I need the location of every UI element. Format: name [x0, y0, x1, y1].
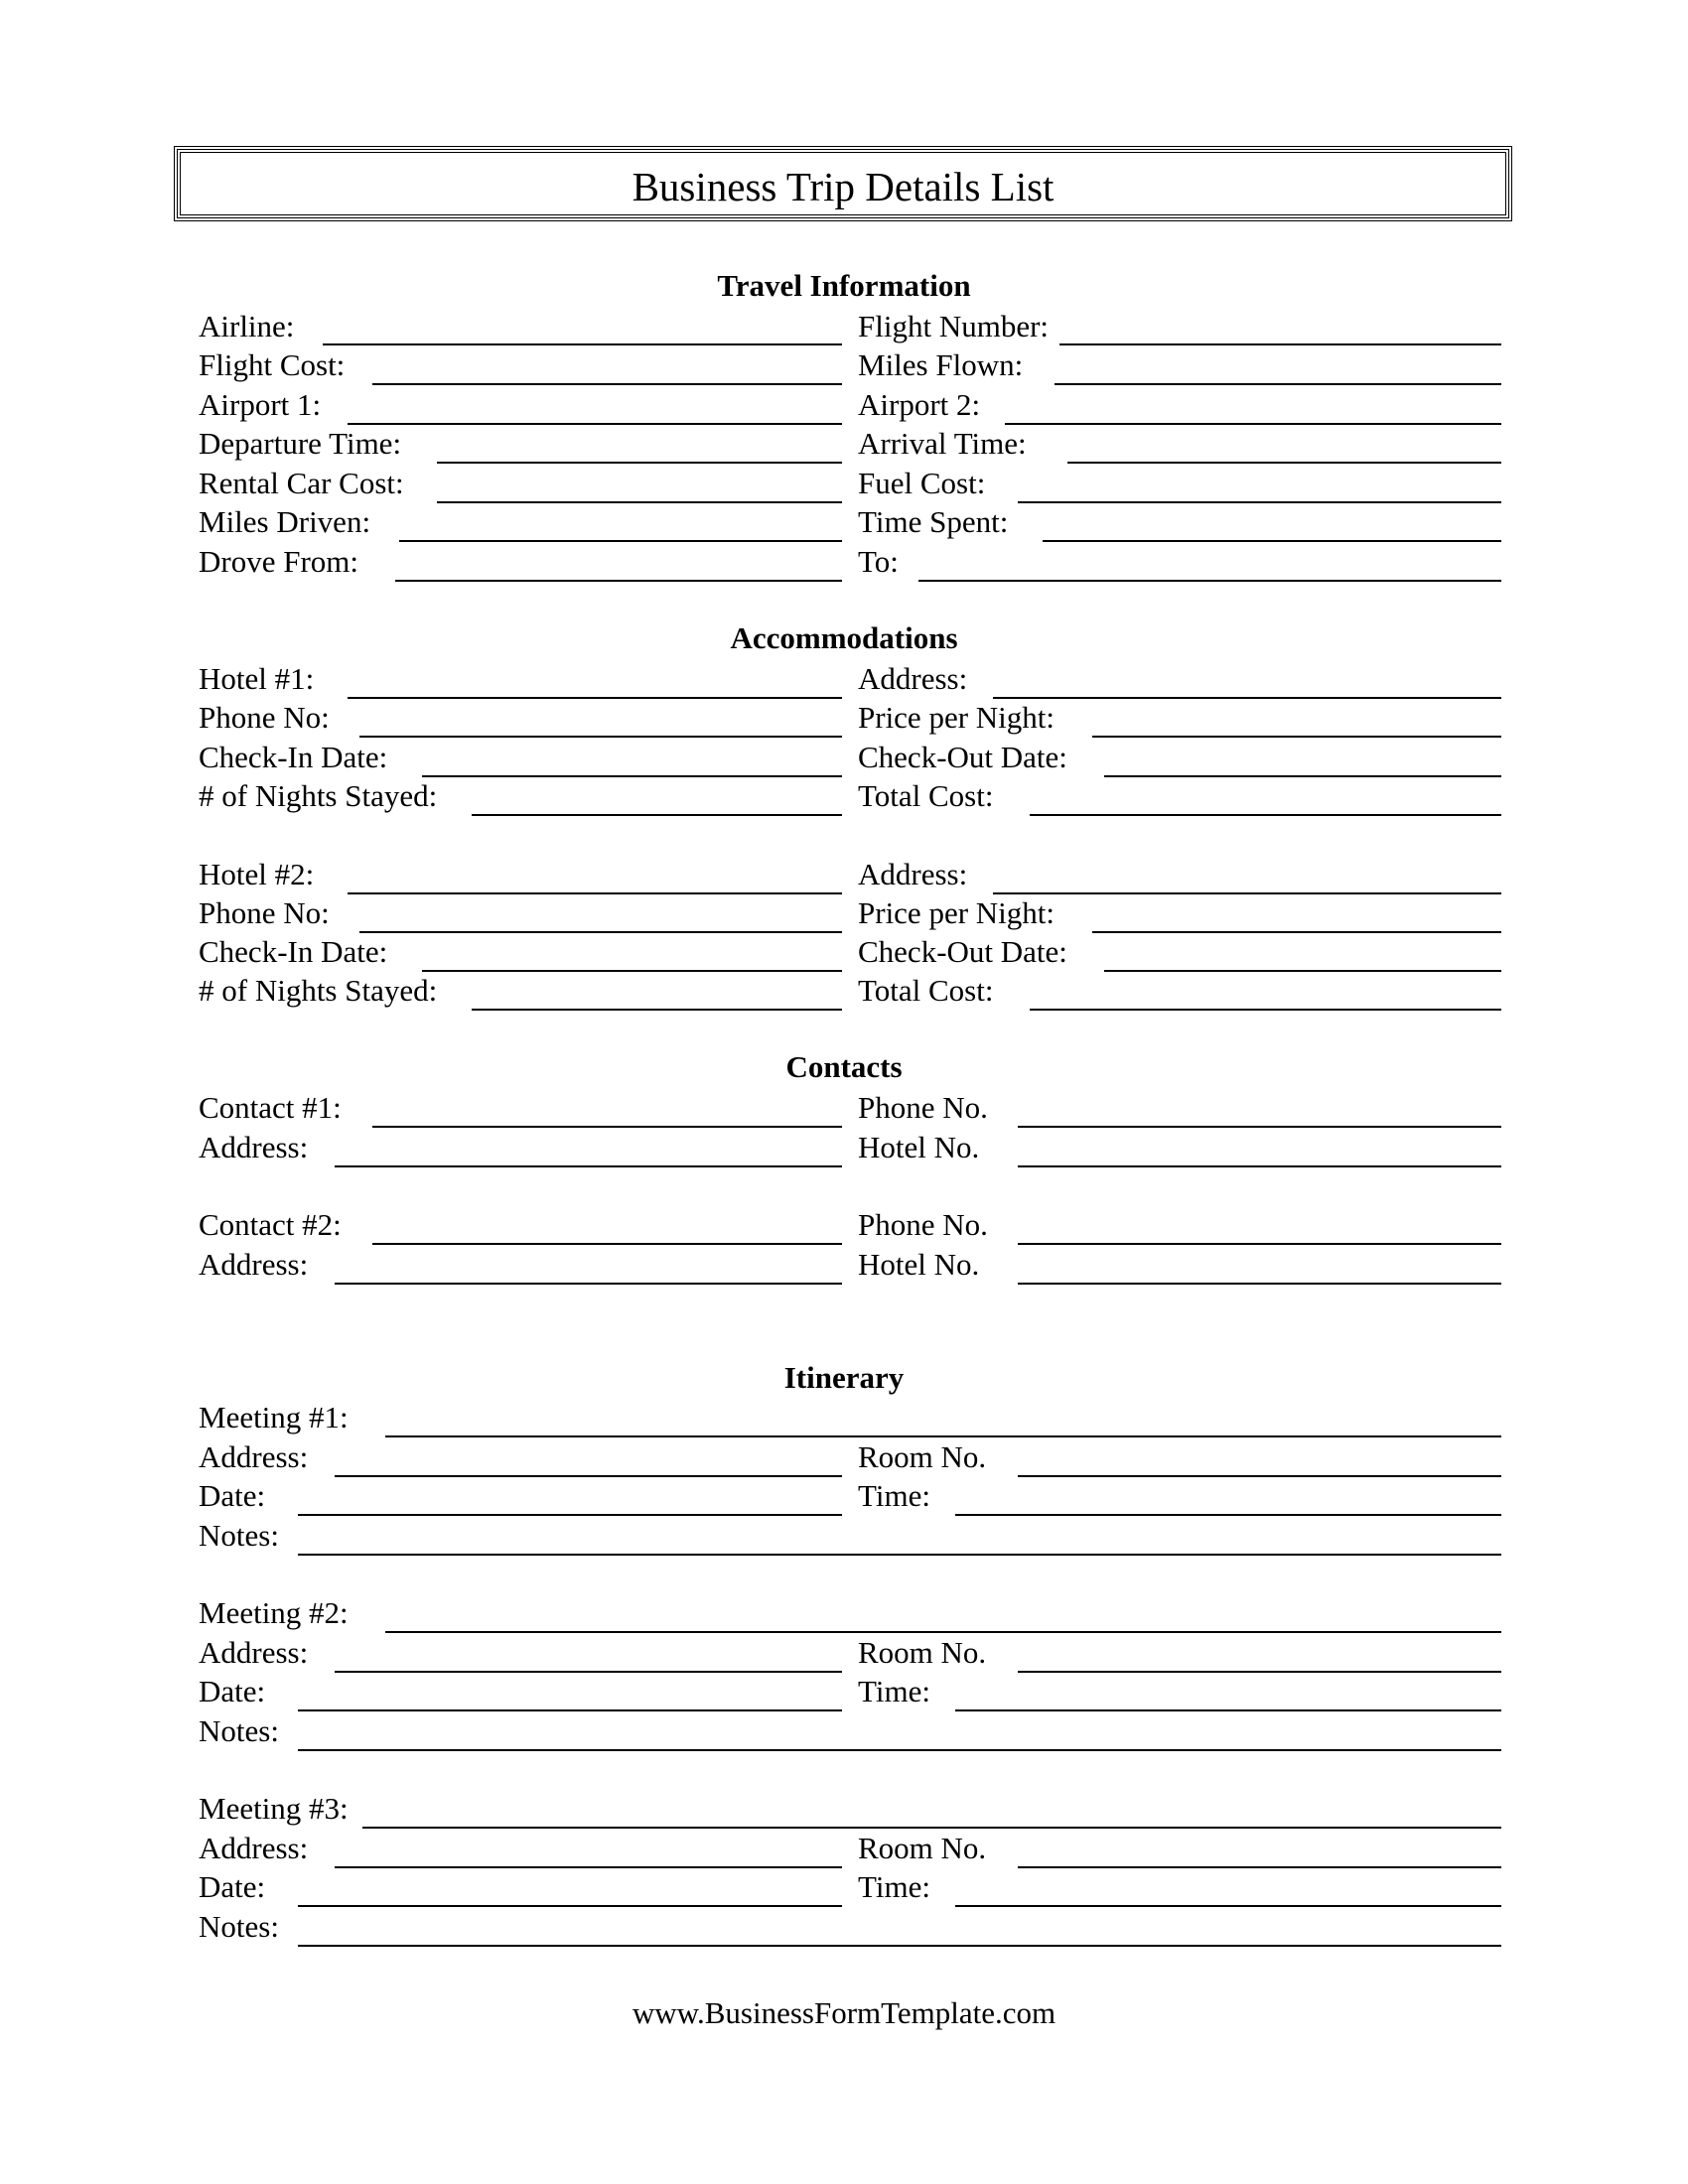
contact1-address-field[interactable]: [335, 1165, 842, 1167]
meeting1-time-field[interactable]: [955, 1514, 1501, 1516]
contact1-address-label: Address:: [199, 1130, 309, 1164]
meeting1-field[interactable]: [385, 1435, 1501, 1437]
title-box: [177, 149, 1509, 218]
contact1-hotel-label: Hotel No.: [858, 1130, 980, 1164]
meeting1-date-field[interactable]: [298, 1514, 842, 1516]
hotel2-nights-field[interactable]: [472, 1009, 842, 1011]
time-spent-field[interactable]: [1043, 540, 1501, 542]
hotel1-price-label: Price per Night:: [858, 700, 1055, 735]
contact2-address-field[interactable]: [335, 1283, 842, 1285]
meeting2-date-field[interactable]: [298, 1709, 842, 1711]
meeting3-date-field[interactable]: [298, 1905, 842, 1907]
hotel2-checkin-field[interactable]: [422, 970, 842, 972]
meeting2-notes-label: Notes:: [199, 1713, 279, 1748]
meeting2-room-field[interactable]: [1018, 1671, 1501, 1673]
rental-car-cost-field[interactable]: [437, 501, 842, 503]
meeting3-notes-field[interactable]: [298, 1945, 1501, 1947]
meeting1-address-label: Address:: [199, 1439, 309, 1474]
meeting3-date-label: Date:: [199, 1869, 266, 1904]
miles-driven-label: Miles Driven:: [199, 504, 371, 539]
hotel2-phone-label: Phone No:: [199, 895, 330, 930]
meeting3-field[interactable]: [362, 1827, 1501, 1829]
hotel1-label: Hotel #1:: [199, 661, 315, 696]
time-spent-label: Time Spent:: [858, 504, 1009, 539]
meeting3-room-label: Room No.: [858, 1831, 987, 1865]
airport2-field[interactable]: [1005, 423, 1501, 425]
contact2-hotel-label: Hotel No.: [858, 1247, 980, 1282]
hotel1-nights-label: # of Nights Stayed:: [199, 778, 438, 813]
meeting3-address-field[interactable]: [335, 1866, 842, 1868]
meeting2-field[interactable]: [385, 1631, 1501, 1633]
flight-cost-label: Flight Cost:: [199, 347, 346, 382]
rental-car-cost-label: Rental Car Cost:: [199, 466, 404, 500]
departure-time-label: Departure Time:: [199, 426, 402, 461]
section-itinerary-heading: Itinerary: [783, 1360, 905, 1395]
hotel1-address-label: Address:: [858, 661, 968, 696]
contact2-phone-field[interactable]: [1018, 1243, 1501, 1245]
drove-from-label: Drove From:: [199, 544, 359, 579]
meeting1-room-label: Room No.: [858, 1439, 987, 1474]
hotel2-total-label: Total Cost:: [858, 973, 994, 1008]
hotel2-checkout-field[interactable]: [1104, 970, 1501, 972]
meeting1-notes-field[interactable]: [298, 1554, 1501, 1556]
hotel1-price-field[interactable]: [1092, 736, 1501, 738]
hotel1-phone-field[interactable]: [359, 736, 842, 738]
contact1-phone-field[interactable]: [1018, 1126, 1501, 1128]
airline-field[interactable]: [323, 343, 842, 345]
fuel-cost-field[interactable]: [1018, 501, 1501, 503]
meeting1-label: Meeting #1:: [199, 1400, 349, 1434]
hotel1-checkin-label: Check-In Date:: [199, 740, 388, 774]
airline-label: Airline:: [199, 309, 295, 343]
arrival-time-label: Arrival Time:: [858, 426, 1027, 461]
hotel2-total-field[interactable]: [1030, 1009, 1501, 1011]
meeting2-label: Meeting #2:: [199, 1595, 349, 1630]
hotel2-field[interactable]: [348, 892, 842, 894]
airport1-field[interactable]: [348, 423, 842, 425]
meeting3-time-field[interactable]: [955, 1905, 1501, 1907]
form-title: Business Trip Details List: [632, 164, 1055, 209]
fuel-cost-label: Fuel Cost:: [858, 466, 986, 500]
departure-time-field[interactable]: [437, 462, 842, 464]
hotel1-checkout-field[interactable]: [1104, 775, 1501, 777]
flight-cost-field[interactable]: [372, 383, 842, 385]
hotel2-nights-label: # of Nights Stayed:: [199, 973, 438, 1008]
miles-flown-field[interactable]: [1055, 383, 1501, 385]
hotel2-phone-field[interactable]: [359, 931, 842, 933]
meeting1-date-label: Date:: [199, 1478, 266, 1513]
meeting2-time-field[interactable]: [955, 1709, 1501, 1711]
hotel2-price-field[interactable]: [1092, 931, 1501, 933]
hotel2-checkin-label: Check-In Date:: [199, 934, 388, 969]
meeting2-time-label: Time:: [858, 1674, 930, 1708]
meeting3-label: Meeting #3:: [199, 1791, 349, 1826]
hotel1-nights-field[interactable]: [472, 814, 842, 816]
hotel1-phone-label: Phone No:: [199, 700, 330, 735]
section-contacts-heading: Contacts: [785, 1049, 903, 1084]
section-accommodations-heading: Accommodations: [730, 620, 958, 655]
contact2-phone-label: Phone No.: [858, 1207, 988, 1242]
drove-from-field[interactable]: [395, 580, 842, 582]
hotel1-checkout-label: Check-Out Date:: [858, 740, 1067, 774]
arrival-time-field[interactable]: [1067, 462, 1501, 464]
hotel2-checkout-label: Check-Out Date:: [858, 934, 1067, 969]
contact2-field[interactable]: [372, 1243, 842, 1245]
hotel2-label: Hotel #2:: [199, 857, 315, 891]
to-field[interactable]: [918, 580, 1501, 582]
meeting3-address-label: Address:: [199, 1831, 309, 1865]
hotel1-field[interactable]: [348, 697, 842, 699]
meeting1-address-field[interactable]: [335, 1475, 842, 1477]
miles-driven-field[interactable]: [399, 540, 842, 542]
flight-number-label: Flight Number:: [858, 309, 1050, 343]
footer-website: www.BusinessFormTemplate.com: [632, 1995, 1056, 2030]
hotel2-address-field[interactable]: [993, 892, 1501, 894]
meeting1-room-field[interactable]: [1018, 1475, 1501, 1477]
contact1-label: Contact #1:: [199, 1090, 342, 1125]
miles-flown-label: Miles Flown:: [858, 347, 1024, 382]
hotel1-address-field[interactable]: [993, 697, 1501, 699]
meeting2-date-label: Date:: [199, 1674, 266, 1708]
section-travel-heading: Travel Information: [717, 268, 971, 303]
meeting2-notes-field[interactable]: [298, 1749, 1501, 1751]
meeting3-room-field[interactable]: [1018, 1866, 1501, 1868]
meeting2-room-label: Room No.: [858, 1635, 987, 1670]
contact2-address-label: Address:: [199, 1247, 309, 1282]
contact1-hotel-field[interactable]: [1018, 1165, 1501, 1167]
meeting2-address-field[interactable]: [335, 1671, 842, 1673]
contact1-phone-label: Phone No.: [858, 1090, 988, 1125]
hotel1-checkin-field[interactable]: [422, 775, 842, 777]
meeting1-time-label: Time:: [858, 1478, 930, 1513]
flight-number-field[interactable]: [1059, 343, 1501, 345]
hotel2-price-label: Price per Night:: [858, 895, 1055, 930]
meeting1-notes-label: Notes:: [199, 1518, 279, 1553]
contact2-hotel-field[interactable]: [1018, 1283, 1501, 1285]
meeting3-time-label: Time:: [858, 1869, 930, 1904]
meeting3-notes-label: Notes:: [199, 1909, 279, 1944]
meeting2-address-label: Address:: [199, 1635, 309, 1670]
hotel1-total-label: Total Cost:: [858, 778, 994, 813]
airport1-label: Airport 1:: [199, 387, 322, 422]
contact2-label: Contact #2:: [199, 1207, 342, 1242]
to-label: To:: [858, 544, 899, 579]
hotel2-address-label: Address:: [858, 857, 968, 891]
hotel1-total-field[interactable]: [1030, 814, 1501, 816]
contact1-field[interactable]: [372, 1126, 842, 1128]
airport2-label: Airport 2:: [858, 387, 981, 422]
